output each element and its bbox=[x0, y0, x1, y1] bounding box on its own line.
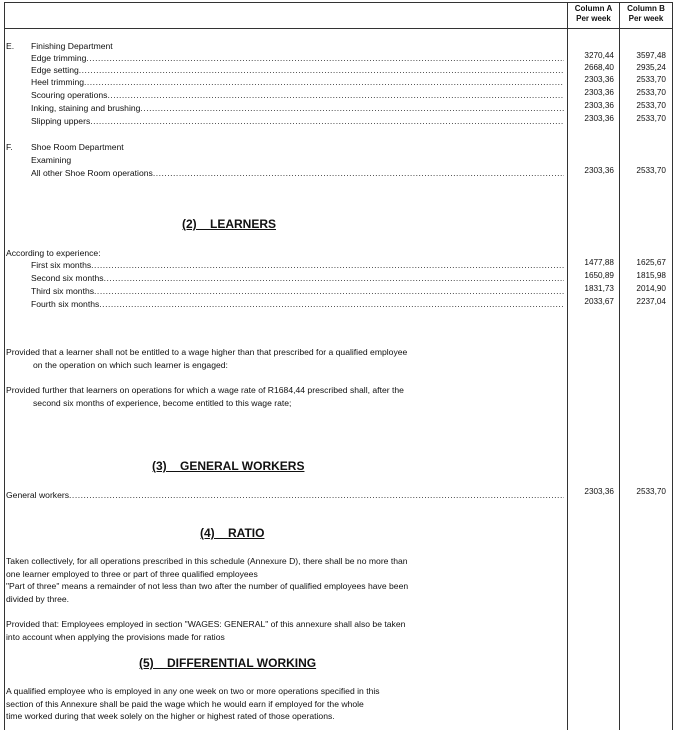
ratio-line: "Part of three" means a remainder of not less than two after the number of qualified employees have been bbox=[6, 581, 409, 591]
table-row bbox=[4, 489, 564, 501]
table-row bbox=[4, 89, 564, 101]
table-row bbox=[4, 52, 564, 64]
ratio-proviso bbox=[6, 618, 405, 643]
ratio-paragraph bbox=[6, 555, 408, 605]
row-label: Inking, staining and brushing bbox=[31, 103, 141, 113]
differential-line: section of this Annexure shall be paid the wage which he would earn if employed for the whole bbox=[6, 698, 364, 709]
table-row bbox=[4, 285, 564, 297]
row-label: General workers bbox=[6, 490, 70, 500]
ratio-line: Taken collectively, for all operations prescribed in this schedule (Annexure D), there shall be no more than bbox=[6, 556, 408, 566]
column-a-value: 2303,36 bbox=[584, 75, 614, 84]
ratio-proviso-line: Provided that: Employees employed in section "WAGES: GENERAL" of this annexure shall also be taken bbox=[6, 619, 406, 629]
column-b-unit: Per week bbox=[628, 14, 664, 23]
column-a-value: 1831,73 bbox=[584, 284, 614, 293]
column-a-unit: Per week bbox=[576, 14, 611, 23]
learners-intro: According to experience: bbox=[6, 248, 101, 258]
column-divider-main bbox=[567, 2, 568, 730]
column-b-value: 2935,24 bbox=[636, 63, 666, 72]
column-b-value: 2533,70 bbox=[636, 88, 666, 97]
column-a-value: 2303,36 bbox=[584, 88, 614, 97]
ratio-line: one learner employed to three or part of three qualified employees bbox=[6, 568, 258, 579]
column-a-value: 1477,88 bbox=[584, 258, 614, 267]
table-row bbox=[4, 115, 564, 127]
column-b-value: 3597,48 bbox=[636, 51, 666, 60]
header-rule bbox=[4, 28, 672, 29]
row-label: Edge setting bbox=[31, 65, 79, 75]
column-b-value: 2533,70 bbox=[636, 75, 666, 84]
column-divider-ab bbox=[619, 2, 620, 730]
column-a-value: 3270,44 bbox=[584, 51, 614, 60]
general-workers-heading: (3) GENERAL WORKERS bbox=[152, 459, 305, 473]
column-a-value: 1650,89 bbox=[584, 271, 614, 280]
section-f-title: Shoe Room Department bbox=[31, 142, 124, 152]
proviso-line: on the operation on which such learner is engaged: bbox=[33, 359, 228, 370]
column-b-value: 1625,67 bbox=[636, 258, 666, 267]
column-b-header bbox=[620, 4, 672, 24]
column-b-value: 1815,98 bbox=[636, 271, 666, 280]
ratio-proviso-line: into account when applying the provisions made for ratios bbox=[6, 631, 225, 642]
column-b-value: 2533,70 bbox=[636, 487, 666, 496]
row-label: Second six months bbox=[31, 273, 104, 283]
learners-heading: (2) LEARNERS bbox=[182, 217, 277, 231]
learner-proviso-1 bbox=[6, 346, 407, 371]
proviso-line: Provided further that learners on operations for which a wage rate of R1684,44 prescribed shall, after the bbox=[6, 385, 404, 395]
proviso-line: second six months of experience, become entitled to this wage rate; bbox=[33, 397, 292, 408]
ratio-line: divided by three. bbox=[6, 593, 70, 604]
column-a-title: Column A bbox=[574, 4, 613, 13]
column-b-value: 2533,70 bbox=[636, 114, 666, 123]
row-label: Edge trimming bbox=[31, 53, 87, 63]
wage-schedule-page bbox=[4, 2, 680, 730]
column-a-header bbox=[568, 4, 619, 24]
column-a-value: 2668,40 bbox=[584, 63, 614, 72]
column-b-value: 2014,90 bbox=[636, 284, 666, 293]
top-border bbox=[4, 2, 672, 3]
column-a-value: 2303,36 bbox=[584, 114, 614, 123]
table-row bbox=[4, 272, 564, 284]
differential-line: A qualified employee who is employed in any one week on two or more operations specified in this bbox=[6, 686, 380, 696]
section-e-letter: E. bbox=[6, 41, 15, 51]
table-row bbox=[4, 298, 564, 310]
learner-proviso-2 bbox=[6, 384, 404, 409]
table-row bbox=[4, 76, 564, 88]
differential-paragraph bbox=[6, 685, 380, 723]
row-label: All other Shoe Room operations bbox=[31, 168, 153, 178]
row-label: Slipping uppers bbox=[31, 116, 91, 126]
row-label: Heel trimming bbox=[31, 77, 85, 87]
column-b-value: 2533,70 bbox=[636, 166, 666, 175]
row-label: Fourth six months bbox=[31, 299, 100, 309]
column-a-value: 2303,36 bbox=[584, 166, 614, 175]
differential-line: time worked during that week solely on the higher or highest rated of those operations. bbox=[6, 711, 335, 721]
column-a-value: 2303,36 bbox=[584, 101, 614, 110]
row-label: First six months bbox=[31, 260, 92, 270]
section-f-letter: F. bbox=[6, 142, 13, 152]
proviso-line: Provided that a learner shall not be entitled to a wage higher than that prescribed for a qualified employee bbox=[6, 347, 408, 357]
column-b-value: 2237,04 bbox=[636, 297, 666, 306]
table-row bbox=[4, 167, 564, 179]
section-f-subtitle: Examining bbox=[31, 155, 72, 165]
table-row bbox=[4, 259, 564, 271]
ratio-heading: (4) RATIO bbox=[200, 526, 265, 540]
column-a-value: 2033,67 bbox=[584, 297, 614, 306]
column-b-value: 2533,70 bbox=[636, 101, 666, 110]
row-label: Third six months bbox=[31, 286, 95, 296]
differential-heading: (5) DIFFERENTIAL WORKING bbox=[139, 656, 317, 670]
section-e-title: Finishing Department bbox=[31, 41, 113, 51]
column-a-value: 2303,36 bbox=[584, 487, 614, 496]
column-b-title: Column B bbox=[627, 4, 665, 13]
table-row bbox=[4, 102, 564, 114]
row-label: Scouring operations bbox=[31, 90, 108, 100]
table-row bbox=[4, 64, 564, 76]
right-border bbox=[672, 2, 673, 730]
